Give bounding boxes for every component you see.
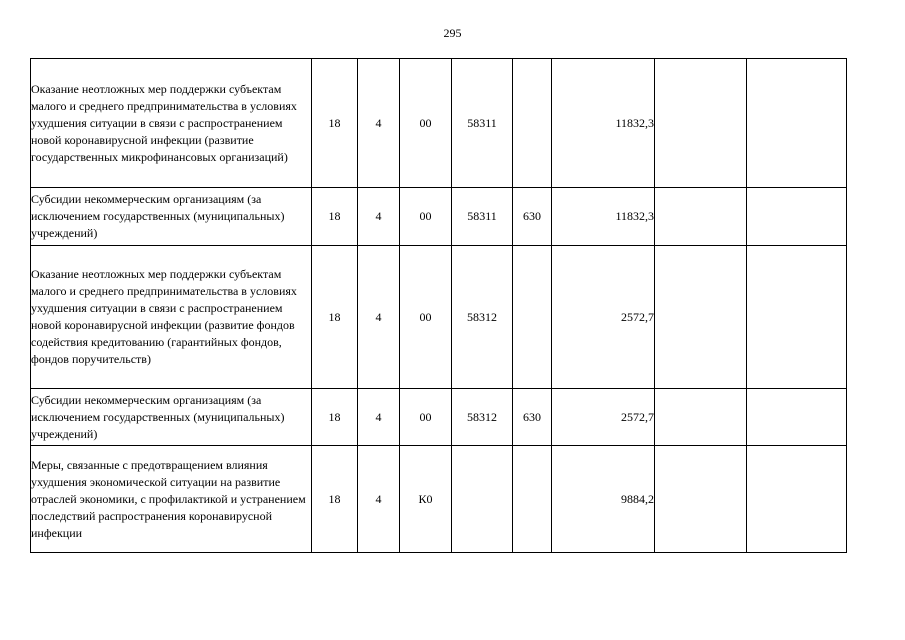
row-name-cell: Меры, связанные с предотвращением влияния ухудшения экономической ситуации на развитие отраслей экономики, с профилактикой и устранением последствий распространения коронавирусной инфекции [31, 446, 312, 553]
amount-3-cell [747, 446, 847, 553]
expense-type-cell: 630 [513, 188, 552, 246]
expense-type-cell [513, 446, 552, 553]
amount-2-cell [655, 188, 747, 246]
gp-code-cell: 18 [312, 389, 358, 446]
pp-code-cell: 4 [358, 59, 400, 188]
pp-code-cell: 4 [358, 389, 400, 446]
om-code-cell: 00 [400, 246, 452, 389]
amount-3-cell [747, 59, 847, 188]
amount-cell: 9884,2 [552, 446, 655, 553]
amount-2-cell [655, 446, 747, 553]
gp-code-cell: 18 [312, 246, 358, 389]
direction-code-cell: 58312 [452, 389, 513, 446]
table-row [31, 246, 847, 389]
table-row [31, 188, 847, 246]
row-name-cell: Оказание неотложных мер поддержки субъектам малого и среднего предпринимательства в условиях ухудшения ситуации в связи с распространением новой коронавирусной инфекции (развитие государственных микрофинансовых организаций) [31, 59, 312, 188]
om-code-cell: К0 [400, 446, 452, 553]
expense-type-cell: 630 [513, 389, 552, 446]
table-row [31, 389, 847, 446]
gp-code-cell: 18 [312, 59, 358, 188]
row-name-cell: Оказание неотложных мер поддержки субъектам малого и среднего предпринимательства в условиях ухудшения ситуации в связи с распространением новой коронавирусной инфекции (развитие фондов содействия кредитованию (гарантийных фондов, фондов поручительств) [31, 246, 312, 389]
direction-code-cell [452, 446, 513, 553]
table-row [31, 59, 847, 188]
om-code-cell: 00 [400, 188, 452, 246]
expense-type-cell [513, 59, 552, 188]
om-code-cell: 00 [400, 59, 452, 188]
direction-code-cell: 58311 [452, 59, 513, 188]
gp-code-cell: 18 [312, 446, 358, 553]
expense-type-cell [513, 246, 552, 389]
row-name-cell: Субсидии некоммерческим организациям (за исключением государственных (муниципальных) учреждений) [31, 188, 312, 246]
om-code-cell: 00 [400, 389, 452, 446]
amount-3-cell [747, 389, 847, 446]
amount-2-cell [655, 389, 747, 446]
pp-code-cell: 4 [358, 246, 400, 389]
pp-code-cell: 4 [358, 188, 400, 246]
amount-cell: 11832,3 [552, 188, 655, 246]
table-row [31, 446, 847, 553]
amount-2-cell [655, 59, 747, 188]
pp-code-cell: 4 [358, 446, 400, 553]
row-name-cell: Субсидии некоммерческим организациям (за исключением государственных (муниципальных) учреждений) [31, 389, 312, 446]
amount-cell: 11832,3 [552, 59, 655, 188]
budget-table [30, 58, 847, 553]
amount-2-cell [655, 246, 747, 389]
direction-code-cell: 58312 [452, 246, 513, 389]
amount-cell: 2572,7 [552, 246, 655, 389]
page-number: 295 [443, 26, 462, 40]
direction-code-cell: 58311 [452, 188, 513, 246]
gp-code-cell: 18 [312, 188, 358, 246]
amount-cell: 2572,7 [552, 389, 655, 446]
amount-3-cell [747, 246, 847, 389]
amount-3-cell [747, 188, 847, 246]
